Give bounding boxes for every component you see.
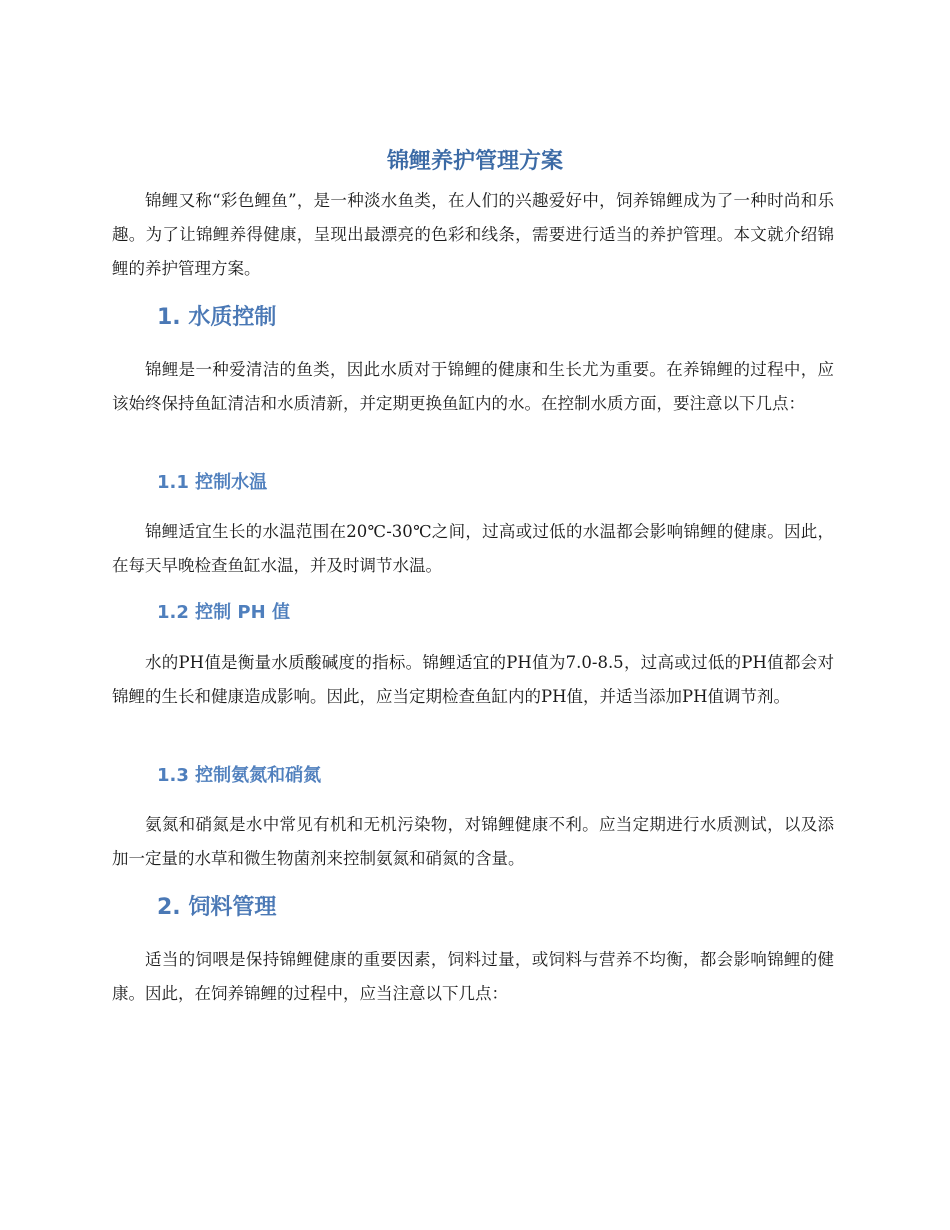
section-body-feed-management: 适当的饲喂是保持锦鲤健康的重要因素，饲料过量，或饲料与营养不均衡，都会影响锦鲤的健康。因此，在饲养锦鲤的过程中，应当注意以下几点： — [112, 950, 834, 1003]
section-body-water-quality: 锦鲤是一种爱清洁的鱼类，因此水质对于锦鲤的健康和生长尤为重要。在养锦鲤的过程中，应该始终保持鱼缸清洁和水质清新，并定期更换鱼缸内的水。在控制水质方面，要注意以下几点： — [112, 360, 834, 413]
section-heading-water-quality: 1. 水质控制 — [157, 305, 277, 330]
subsection-body-ph-value: 水的PH值是衡量水质酸碱度的指标。锦鲤适宜的PH值为7.0-8.5，过高或过低的PH值都会对锦鲤的生长和健康造成影响。因此，应当定期检查鱼缸内的PH值，并适当添加PH值调节剂。 — [112, 653, 834, 706]
subsection-body-ammonia-nitrate: 氨氮和硝氮是水中常见有机和无机污染物，对锦鲤健康不利。应当定期进行水质测试，以及添加一定量的水草和微生物菌剂来控制氨氮和硝氮的含量。 — [112, 815, 834, 868]
subsection-body-water-temperature: 锦鲤适宜生长的水温范围在20℃-30℃之间，过高或过低的水温都会影响锦鲤的健康。因此，在每天早晚检查鱼缸水温，并及时调节水温。 — [112, 522, 834, 575]
intro-paragraph: 锦鲤又称“彩色鲤鱼”，是一种淡水鱼类，在人们的兴趣爱好中，饲养锦鲤成为了一种时尚和乐趣。为了让锦鲤养得健康，呈现出最漂亮的色彩和线条，需要进行适当的养护管理。本文就介绍锦鲤的养护管理方案。 — [112, 191, 834, 278]
subsection-heading-ammonia-nitrate: 1.3 控制氨氮和硝氮 — [157, 765, 322, 786]
section-heading-feed-management: 2. 饲料管理 — [157, 895, 277, 920]
subsection-heading-water-temperature: 1.1 控制水温 — [157, 472, 268, 493]
document-title: 锦鲤养护管理方案 — [386, 149, 563, 174]
subsection-heading-ph-value: 1.2 控制 PH 值 — [157, 602, 290, 623]
